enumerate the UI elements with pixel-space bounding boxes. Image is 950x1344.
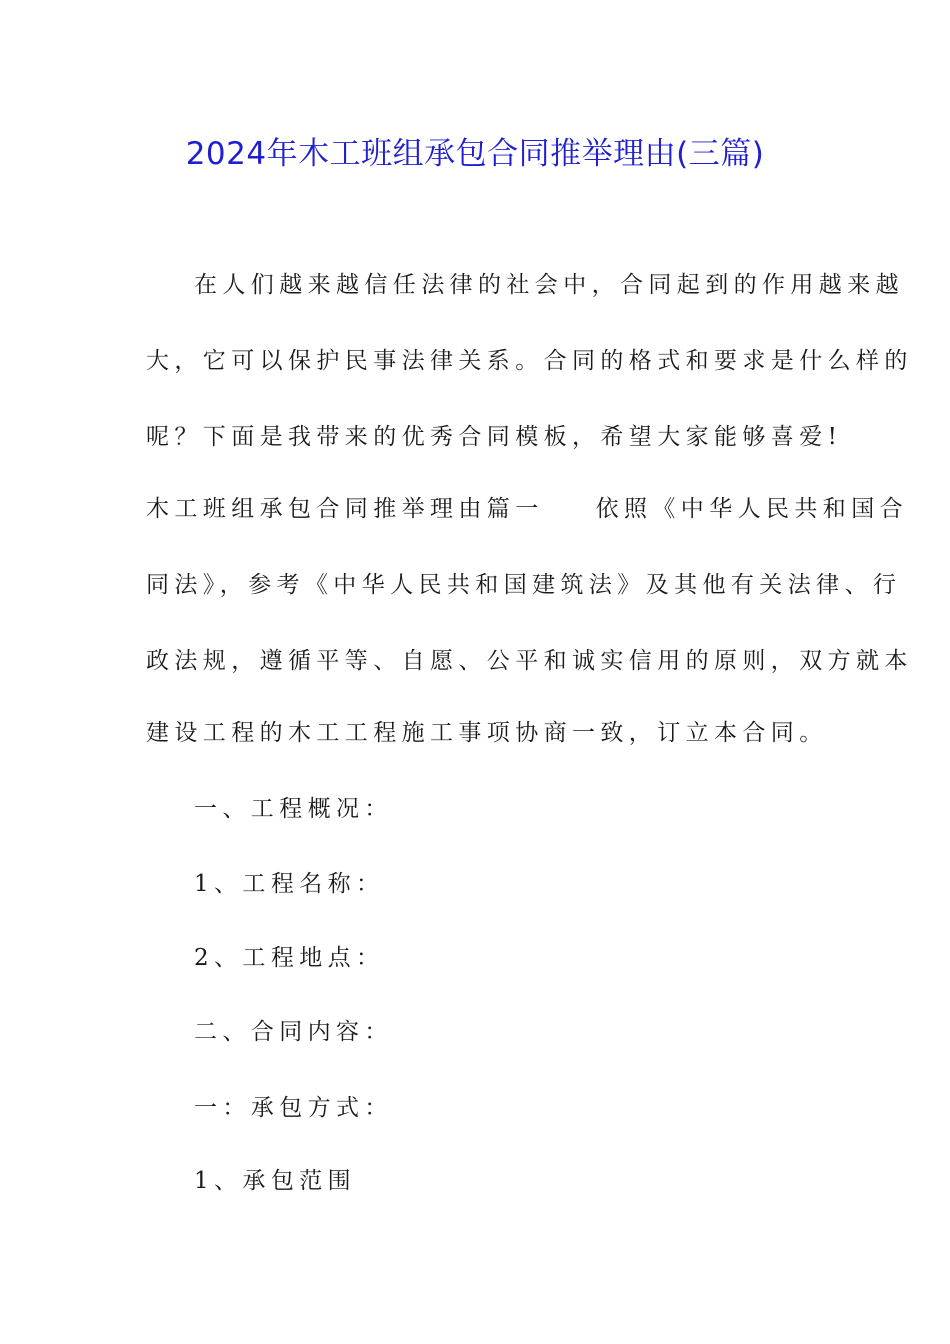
- body-line-1: 同法》，参考《中华人民共和国建筑法》及其他有关法律、行: [146, 572, 902, 598]
- intro-line-1: 在人们越来越信任法律的社会中，合同起到的作用越来越: [194, 272, 904, 298]
- body-line-2: 政法规，遵循平等、自愿、公平和诚实信用的原则，双方就本: [146, 648, 913, 674]
- document-title: 2024年木工班组承包合同推举理由(三篇): [185, 136, 765, 172]
- intro-line-2: 大，它可以保护民事法律关系。合同的格式和要求是什么样的: [146, 348, 913, 374]
- item-contract-scope: 1、承包范围: [194, 1168, 357, 1194]
- item-contract-method: 一：承包方式：: [194, 1095, 393, 1121]
- item-contract-content: 二、合同内容：: [194, 1019, 393, 1045]
- item-project-location: 2、工程地点：: [194, 945, 385, 971]
- item-project-overview: 一、工程概况：: [194, 796, 393, 822]
- item-project-name: 1、工程名称：: [194, 871, 385, 897]
- body-line-3: 建设工程的木工工程施工事项协商一致，订立本合同。: [146, 720, 828, 746]
- section-heading: 木工班组承包合同推举理由篇一: [146, 496, 544, 522]
- section-heading-line: [146, 494, 908, 524]
- intro-line-3: 呢？下面是我带来的优秀合同模板，希望大家能够喜爱!: [146, 424, 843, 450]
- section-first-line-text: 依照《中华人民共和国合: [595, 496, 909, 522]
